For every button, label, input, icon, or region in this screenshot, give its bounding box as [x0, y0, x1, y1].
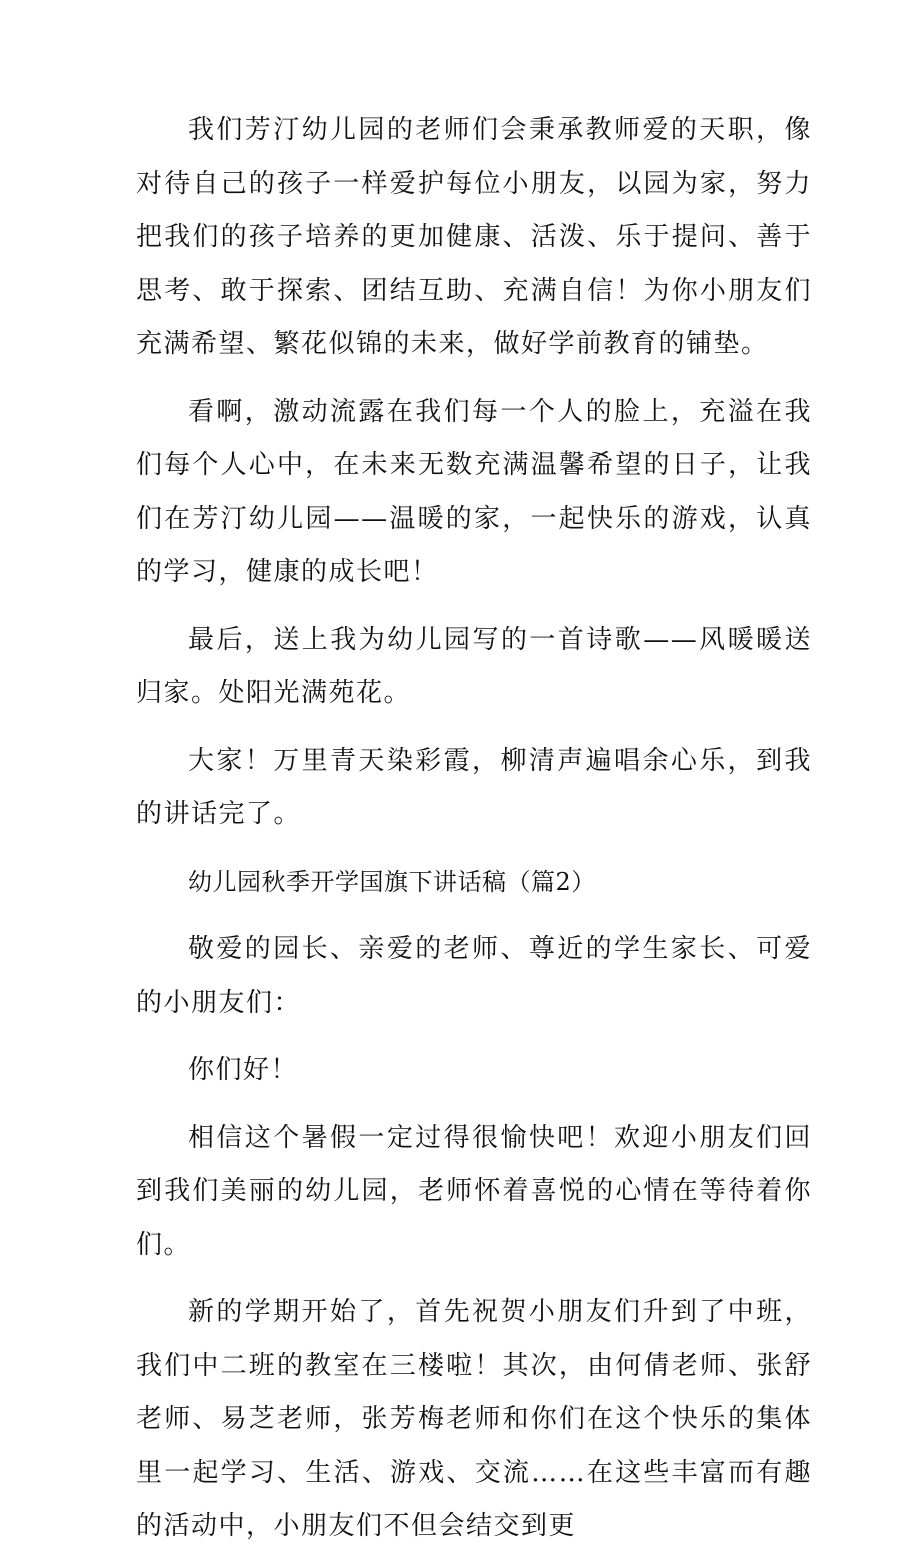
paragraph-closing: 大家！万里青天染彩霞，柳清声遍唱余心乐，到我的讲话完了。: [136, 745, 812, 829]
paragraph-poem-intro: 最后，送上我为幼儿园写的一首诗歌——风暖暖送归家。处阳光满苑花。: [136, 624, 812, 708]
paragraph-new-semester: 新的学期开始了，首先祝贺小朋友们升到了中班，我们中二班的教室在三楼啦！其次，由何倩老师、张舒老师、易芝老师，张芳梅老师和你们在这个快乐的集体里一起学习、生活、游戏、交流……在这些丰富而有趣的活动中，小朋友们不但会结交到更: [136, 1297, 812, 1541]
paragraph-teachers-commitment: 我们芳汀幼儿园的老师们会秉承教师爱的天职，像对待自己的孩子一样爱护每位小朋友，以园为家，努力把我们的孩子培养的更加健康、活泼、乐于提问、善于思考、敢于探索、团结互助、充满自信！为你小朋友们充满希望、繁花似锦的未来，做好学前教育的铺垫。: [136, 115, 812, 359]
paragraph-welcome: 相信这个暑假一定过得很愉快吧！欢迎小朋友们回到我们美丽的幼儿园，老师怀着喜悦的心情在等待着你们。: [136, 1122, 812, 1260]
document-body: [136, 104, 812, 1568]
paragraph-salutation: 敬爱的园长、亲爱的老师、尊近的学生家长、可爱的小朋友们：: [136, 934, 812, 1018]
paragraph-excitement: 看啊，激动流露在我们每一个人的脸上，充溢在我们每个人心中，在未来无数充满温馨希望的日子，让我们在芳汀幼儿园——温暖的家，一起快乐的游戏，认真的学习，健康的成长吧！: [136, 396, 812, 587]
section-heading: 幼儿园秋季开学国旗下讲话稿（篇2）: [188, 867, 596, 896]
paragraph-greeting: 你们好！: [188, 1055, 299, 1085]
